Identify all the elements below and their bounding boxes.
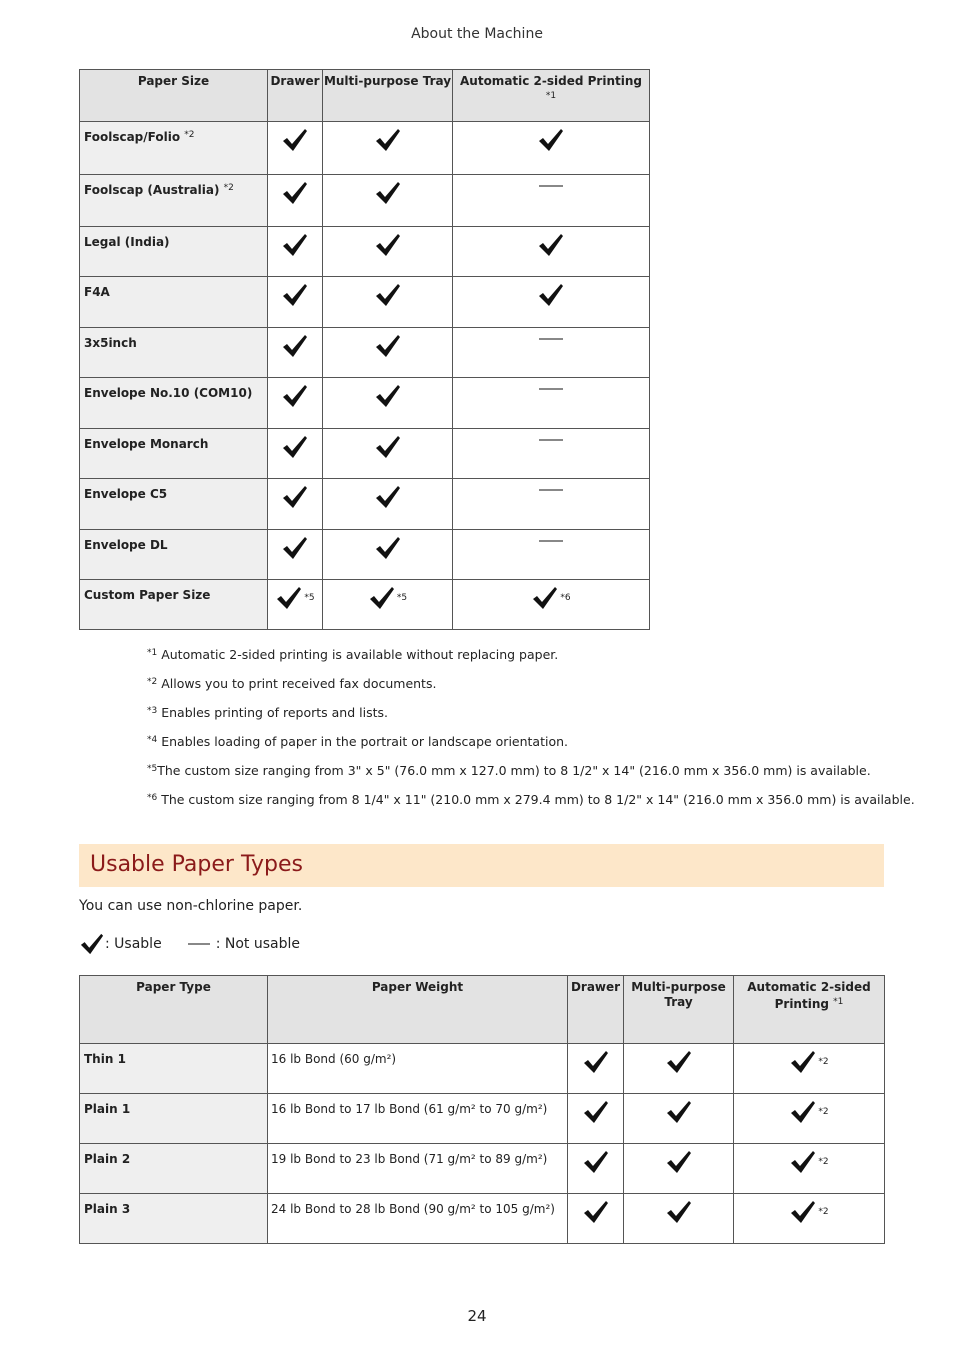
paper-size-name <box>80 328 268 378</box>
usable-mark <box>374 434 402 460</box>
usable-cell <box>268 277 323 328</box>
table-row <box>80 378 650 429</box>
check-icon <box>281 434 309 460</box>
usable-cell <box>568 1094 624 1144</box>
check-icon <box>281 484 309 510</box>
usable-mark <box>368 585 407 611</box>
paper-weight: 19 lb Bond to 23 lb Bond (71 g/m² to 89 g/m²) <box>268 1144 568 1194</box>
check-icon <box>789 1099 817 1125</box>
usable-mark <box>374 484 402 510</box>
usable-cell <box>453 122 650 175</box>
check-icon <box>368 585 396 611</box>
footnote <box>147 705 388 720</box>
usable-mark <box>374 282 402 308</box>
not-usable-cell <box>453 479 650 530</box>
usable-mark <box>374 232 402 258</box>
footnote-ref: *5 <box>304 593 315 603</box>
footnote-ref: *2 <box>818 1207 829 1217</box>
usable-mark <box>374 180 402 206</box>
usable-cell <box>734 1094 885 1144</box>
check-icon <box>374 180 402 206</box>
usable-cell <box>268 580 323 630</box>
table-row <box>80 227 650 277</box>
footnote-ref: *2 <box>818 1157 829 1167</box>
intro-text: You can use non-chlorine paper. <box>79 898 303 914</box>
usable-cell <box>268 328 323 378</box>
usable-mark <box>281 232 309 258</box>
usable-cell <box>624 1044 734 1094</box>
footnote <box>147 734 568 749</box>
usable-cell <box>268 378 323 429</box>
footnote-ref: *2 <box>223 183 234 193</box>
paper-weight: 24 lb Bond to 28 lb Bond (90 g/m² to 105 g/m²) <box>268 1194 568 1244</box>
column-header-paper-type: Paper Type <box>80 976 268 1044</box>
usable-cell <box>268 227 323 277</box>
table-row <box>80 175 650 227</box>
section-banner <box>79 844 884 887</box>
column-header-drawer: Drawer <box>268 70 323 122</box>
not-usable-cell <box>453 429 650 479</box>
check-icon <box>281 180 309 206</box>
usable-mark <box>281 180 309 206</box>
paper-size-label: 3x5inch <box>84 336 137 350</box>
check-icon <box>281 383 309 409</box>
usable-mark <box>582 1149 610 1175</box>
check-icon <box>665 1049 693 1075</box>
not-usable-cell <box>453 530 650 580</box>
check-icon <box>281 282 309 308</box>
footnote-ref: *1 <box>833 997 844 1007</box>
page-header: About the Machine <box>411 26 543 42</box>
table-header-row <box>80 976 885 1044</box>
usable-mark <box>281 535 309 561</box>
column-header-multi-purpose-tray: Multi-purpose Tray <box>323 70 453 122</box>
footnote-mark: *1 <box>147 648 158 658</box>
not-usable-cell <box>453 378 650 429</box>
usable-mark <box>281 333 309 359</box>
paper-type-name: Thin 1 <box>80 1044 268 1094</box>
footnote-text: The custom size ranging from 8 1/4" x 11" (210.0 mm x 279.4 mm) to 8 1/2" x 14" (216.0 mm x 356.0 mm) is available. <box>157 792 915 807</box>
paper-weight: 16 lb Bond (60 g/m²) <box>268 1044 568 1094</box>
usable-cell <box>268 122 323 175</box>
footnote-text: Enables loading of paper in the portrait or landscape orientation. <box>157 734 569 749</box>
check-icon <box>374 484 402 510</box>
paper-type-name: Plain 2 <box>80 1144 268 1194</box>
usable-mark <box>281 434 309 460</box>
check-icon <box>665 1099 693 1125</box>
check-icon <box>537 127 565 153</box>
paper-size-label: Envelope DL <box>84 538 168 552</box>
table-row <box>80 1194 885 1244</box>
column-header-multi-purpose-tray: Multi-purpose Tray <box>624 976 734 1044</box>
table-row <box>80 530 650 580</box>
footnote-ref: *2 <box>818 1107 829 1117</box>
footnote-ref: *2 <box>818 1057 829 1067</box>
column-header-label: Automatic 2-sided Printing <box>460 74 642 88</box>
footnote-text: The custom size ranging from 3" x 5" (76.0 mm x 127.0 mm) to 8 1/2" x 14" (216.0 mm x 356.0 mm) is available. <box>157 763 871 778</box>
table-row <box>80 479 650 530</box>
paper-size-label: Envelope C5 <box>84 487 168 501</box>
usable-mark <box>665 1199 693 1225</box>
check-icon <box>789 1149 817 1175</box>
usable-cell <box>453 580 650 630</box>
dash-icon <box>539 185 563 187</box>
footnote-mark: *3 <box>147 706 158 716</box>
paper-size-label: Legal (India) <box>84 235 170 249</box>
check-icon <box>531 585 559 611</box>
check-icon <box>665 1199 693 1225</box>
check-icon <box>374 333 402 359</box>
paper-size-label: Custom Paper Size <box>84 588 211 602</box>
paper-size-name <box>80 227 268 277</box>
usable-cell <box>323 328 453 378</box>
usable-cell <box>268 479 323 530</box>
paper-size-name <box>80 429 268 479</box>
paper-size-name <box>80 378 268 429</box>
dash-icon <box>188 943 210 945</box>
check-icon <box>281 535 309 561</box>
usable-mark <box>789 1049 828 1075</box>
usable-mark <box>275 585 314 611</box>
usable-cell <box>453 227 650 277</box>
usable-cell <box>624 1144 734 1194</box>
paper-size-name <box>80 175 268 227</box>
footnote-mark: *2 <box>147 677 158 687</box>
usable-cell <box>734 1194 885 1244</box>
table-row <box>80 328 650 378</box>
paper-size-name <box>80 277 268 328</box>
paper-size-label: Envelope No.10 (COM10) <box>84 386 253 400</box>
usable-cell <box>624 1094 734 1144</box>
usable-mark <box>582 1199 610 1225</box>
usable-cell <box>323 277 453 328</box>
check-icon <box>374 282 402 308</box>
dash-icon <box>539 439 563 441</box>
footnote-ref: *6 <box>560 593 571 603</box>
footnote-mark: *4 <box>147 735 158 745</box>
usable-mark <box>281 127 309 153</box>
not-usable-cell <box>453 328 650 378</box>
usable-cell <box>323 175 453 227</box>
paper-size-name <box>80 530 268 580</box>
usable-mark <box>665 1149 693 1175</box>
check-icon <box>374 383 402 409</box>
footnote-text: Enables printing of reports and lists. <box>157 705 388 720</box>
usable-cell <box>453 277 650 328</box>
paper-size-name <box>80 122 268 175</box>
usable-mark <box>374 333 402 359</box>
table-row <box>80 1144 885 1194</box>
usable-mark <box>582 1049 610 1075</box>
usable-mark <box>374 383 402 409</box>
footnote <box>147 647 558 662</box>
footnote <box>147 792 915 807</box>
legend-usable-label: : Usable <box>105 936 162 952</box>
paper-size-label: Foolscap (Australia) <box>84 183 220 197</box>
usable-cell <box>568 1044 624 1094</box>
usable-cell <box>323 122 453 175</box>
footnote-text: Allows you to print received fax documents. <box>157 676 437 691</box>
footnote-mark: *6 <box>147 793 158 803</box>
column-header-paper-size: Paper Size <box>80 70 268 122</box>
dash-icon <box>539 540 563 542</box>
check-icon <box>582 1099 610 1125</box>
usable-cell <box>268 175 323 227</box>
dash-icon <box>539 489 563 491</box>
footnote-ref: *1 <box>545 91 557 101</box>
dash-icon <box>539 338 563 340</box>
page-number: 24 <box>467 1307 487 1325</box>
check-icon <box>374 127 402 153</box>
column-header-paper-weight: Paper Weight <box>268 976 568 1044</box>
table-header-row <box>80 70 650 122</box>
check-icon <box>582 1049 610 1075</box>
footnote-text: Automatic 2-sided printing is available without replacing paper. <box>157 647 559 662</box>
table-row <box>80 277 650 328</box>
usable-cell <box>734 1044 885 1094</box>
check-icon <box>537 282 565 308</box>
paper-size-table <box>79 69 650 630</box>
paper-type-table <box>79 975 885 1244</box>
usable-cell <box>323 378 453 429</box>
table-row <box>80 1044 885 1094</box>
check-icon <box>281 333 309 359</box>
check-icon <box>281 127 309 153</box>
check-icon <box>582 1199 610 1225</box>
paper-size-label: Envelope Monarch <box>84 437 209 451</box>
usable-mark <box>281 383 309 409</box>
usable-cell <box>568 1194 624 1244</box>
usable-mark <box>531 585 570 611</box>
usable-mark <box>537 127 565 153</box>
usable-mark <box>374 127 402 153</box>
check-icon <box>374 535 402 561</box>
usable-mark <box>582 1099 610 1125</box>
usable-mark <box>665 1049 693 1075</box>
paper-size-name <box>80 479 268 530</box>
usable-mark <box>789 1099 828 1125</box>
footnote <box>147 763 871 778</box>
check-icon <box>789 1199 817 1225</box>
check-icon <box>582 1149 610 1175</box>
not-usable-cell <box>453 175 650 227</box>
usable-mark <box>374 535 402 561</box>
table-row <box>80 580 650 630</box>
usable-cell <box>624 1194 734 1244</box>
column-header-auto-2-sided <box>453 70 650 122</box>
section-title: Usable Paper Types <box>90 852 303 877</box>
paper-size-label: F4A <box>84 285 110 299</box>
check-icon <box>665 1149 693 1175</box>
check-icon <box>789 1049 817 1075</box>
column-header-auto-2-sided <box>734 976 885 1044</box>
usable-mark <box>665 1099 693 1125</box>
paper-type-name: Plain 3 <box>80 1194 268 1244</box>
legend-not-usable-label: : Not usable <box>215 936 300 952</box>
check-icon <box>537 232 565 258</box>
footnote-ref: *5 <box>396 593 408 603</box>
footnote <box>147 676 436 691</box>
column-header-drawer: Drawer <box>568 976 624 1044</box>
table-row <box>80 429 650 479</box>
footnote-ref: *2 <box>184 130 195 140</box>
legend <box>79 932 300 956</box>
usable-cell <box>568 1144 624 1194</box>
paper-size-name <box>80 580 268 630</box>
usable-mark <box>537 282 565 308</box>
usable-mark <box>281 282 309 308</box>
check-icon <box>79 932 105 956</box>
paper-size-label: Foolscap/Folio <box>84 130 181 144</box>
usable-cell <box>323 479 453 530</box>
check-icon <box>374 434 402 460</box>
usable-cell <box>323 530 453 580</box>
column-header-label: Automatic 2-sided Printing <box>747 980 871 1011</box>
usable-cell <box>268 429 323 479</box>
usable-mark <box>789 1199 828 1225</box>
usable-cell <box>734 1144 885 1194</box>
paper-type-name: Plain 1 <box>80 1094 268 1144</box>
footnote-mark: *5 <box>147 764 158 774</box>
usable-mark <box>537 232 565 258</box>
check-icon <box>374 232 402 258</box>
usable-cell <box>323 227 453 277</box>
usable-mark <box>281 484 309 510</box>
usable-cell <box>323 429 453 479</box>
usable-cell <box>268 530 323 580</box>
paper-weight: 16 lb Bond to 17 lb Bond (61 g/m² to 70 g/m²) <box>268 1094 568 1144</box>
table-row <box>80 122 650 175</box>
usable-mark <box>789 1149 828 1175</box>
table-row <box>80 1094 885 1144</box>
check-icon <box>281 232 309 258</box>
usable-cell <box>323 580 453 630</box>
dash-icon <box>539 388 563 390</box>
check-icon <box>275 585 303 611</box>
